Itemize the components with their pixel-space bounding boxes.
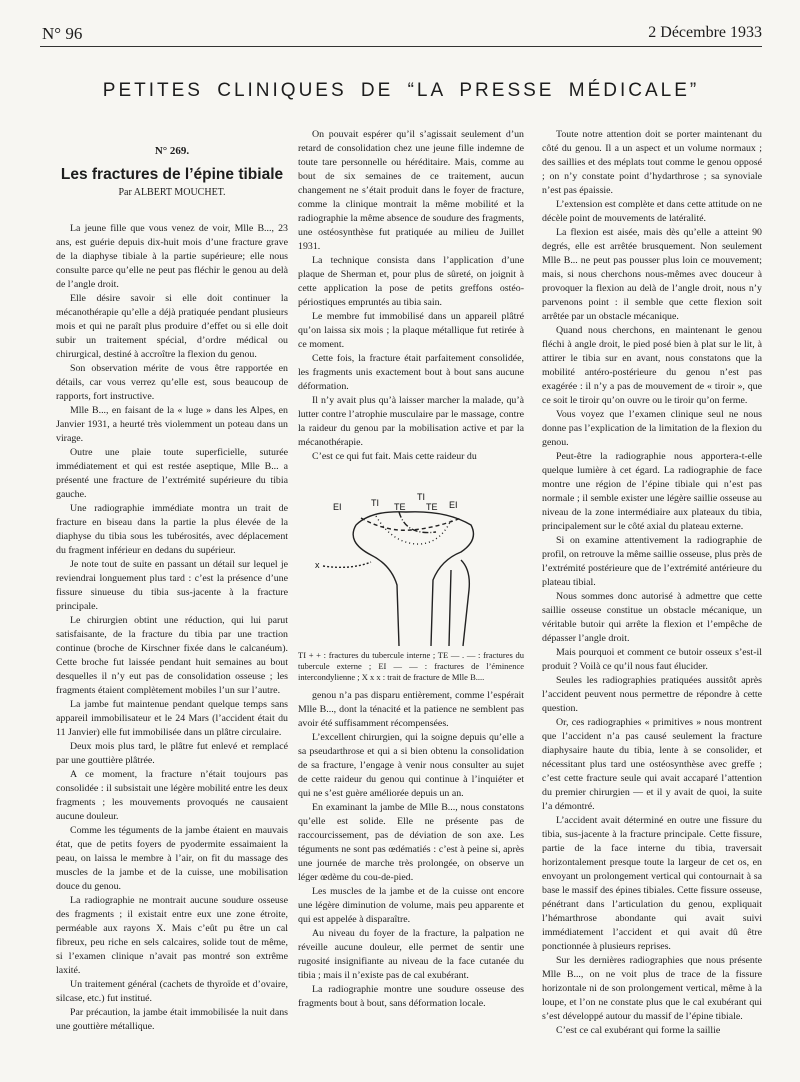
paragraph: Outre une plaie toute superficielle, suturée immédiatement et qui est restée aseptique, Mlle B... a présenté une fracture de l’extrémité supérieure du tibia gauche. [56,447,288,500]
paragraph: A ce moment, la fracture n’était toujours pas consolidée : il subsistait une légère mobilité entre les deux fragments ; les mouvements provoqués ne causaient aucune douleur. [56,769,288,822]
paragraph: Seules les radiographies pratiquées aussitôt après l’accident peuvent nous permettre de répondre à cette question. [542,675,762,714]
paragraph: C’est ce cal exubérant qui forme la saillie [556,1025,721,1036]
column-2-top [298,128,524,464]
paragraph: Au niveau du foyer de la fracture, la palpation ne réveille aucune douleur, elle permet de sentir une rugosité insignifiante au niveau de la face cutanée du tibia ; mais il n’existe pas de cal exubérant. [298,928,524,981]
paragraph: Les muscles de la jambe et de la cuisse ont encore une légère diminution de volume, mais peu apparente et qui est appelée à disparaître. [298,886,524,925]
paragraph: Quand nous cherchons, en maintenant le genou fléchi à angle droit, le pied posé bien à plat sur le lit, à attirer le tibia sur en avant, nous constatons que la mobilité antéro-postérieure du genou n’est pas exagérée : il n’y a pas de mouvement de « tiroir », que ce soit le tiroir qu’on ouvre ou le tiroir qu’on ferme. [542,325,762,406]
article-title: Les fractures de l’épine tibiale [60,166,284,183]
paragraph: Comme les téguments de la jambe étaient en mauvais état, que de petits foyers de pyodermite essaimaient la peau, on laissa le membre à l’air, on fit du massage des muscles de la jambe et de la cuisse, une mobilisation douce du genou. [56,825,288,892]
figure-label: EI [333,502,342,512]
paragraph: Si on examine attentivement la radiographie de profil, on retrouve la même saillie osseuse, plus près de l’extrémité postérieure que de l’extrémité antérieure du plateau tibial. [542,535,762,588]
paragraph: La technique consista dans l’application d’une plaque de Sherman et, pour plus de sûreté, on joignit à cette application la pose de petits greffons ostéo-périostiques empruntés au tibia sain. [298,255,524,308]
column-3 [542,128,762,1038]
paragraph: Mlle B..., en faisant de la « luge » dans les Alpes, en Janvier 1931, a heurté très violemment un poteau dans un virage. [56,405,288,444]
paragraph: Mais pourquoi et comment ce butoir osseux s’est-il produit ? Voilà ce qu’il nous faut élucider. [542,647,762,672]
paragraph: Il n’y avait plus qu’à laisser marcher la malade, qu’à lutter contre l’atrophie musculaire par le massage, contre la raideur du genou par la mobilisation active et par la mécanothérapie. [298,395,524,448]
paragraph: L’excellent chirurgien, qui la soigne depuis qu’elle a sa pseudarthrose et qui a si bien obtenu la consolidation de sa fracture, l’engage à venir nous consulter au sujet de cette raideur du genou qui continue à l’inquiéter et qui ne s’est guère améliorée depuis un an. [298,732,524,799]
paragraph: La jeune fille que vous venez de voir, Mlle B..., 23 ans, est guérie depuis dix-huit mois d’une fracture grave de la diaphyse tibiale à la partie supérieure; elle nous consulte parce qu’elle ne peut pas fléchir le genou au delà de l’angle droit. [56,223,288,290]
section-banner: PETITES CLINIQUES DE “LA PRESSE MÉDICALE” [102,80,700,101]
column-3-body [542,128,762,1038]
figure-label: TI [417,492,425,502]
paragraph: genou n’a pas disparu entièrement, comme l’espérait Mlle B..., dont la ténacité et la patience ne semblent pas avoir été suffisamment récompensées. [298,690,524,729]
paragraph: Cette fois, la fracture était parfaitement consolidée, les fragments unis exactement bout à bout sans aucune déformation. [298,353,524,392]
paragraph: En examinant la jambe de Mlle B..., nous constatons qu’elle est solide. Elle ne présente pas de raccourcissement, pas de déviation de son axe. Les téguments ne sont pas œdématiés : c’est à peine si, après une journée de marche très prolongée, on observe un léger œdème du cou-de-pied. [298,802,524,883]
paragraph: Une radiographie immédiate montra un trait de fracture en biseau dans la partie la plus élevée de la diaphyse du tibia sous les tubérosités, avec déplacement du fragment inférieur en dedans du supérieur. [56,503,288,556]
header-rule [40,46,762,47]
paragraph: Un traitement général (cachets de thyroïde et d’ovaire, silcase, etc.) fut institué. [56,979,288,1004]
figure-label: TI [371,498,379,508]
article-author: Par ALBERT MOUCHET. [118,187,226,198]
paragraph: Elle désire savoir si elle doit continuer la mécanothérapie qu’elle a déjà pratiquée pendant plusieurs mois et qui ne paraît plus produire d’effet ou si elle doit subir un traitement spécial, d’ordre médical ou chirurgical, destiné à accroître la flexion du genou. [56,293,288,360]
paragraph: La radiographie ne montrait aucune soudure osseuse des fragments ; il existait entre eux une zone étroite, perméable aux rayons X. Mais c’eût pu être un cal fibreux, peu riche en sels calcaires, solide tout de même, si l’examen clinique n’avait pas montré son extrême laxité. [56,895,288,976]
paragraph: Peut-être la radiographie nous apportera-t-elle quelque lumière à cet égard. La radiographie de face montre une région de l’épine tibiale qui n’est pas normale ; il semble exister une légère saillie osseuse au niveau de la zone intermédiaire aux plateaux du tibia, principalement sur le côté axial du plateau externe. [542,451,762,532]
fracture-line-x [323,562,371,567]
paragraph: Le chirurgien obtint une réduction, qui lui parut satisfaisante, de la fracture du tibia par une traction continue (broche de Kirschner fixée dans le calcanéum). Cette broche fut laissée pendant huit semaines au bout desquelles il n’y eut pas de consolidation osseuse ; les fragments étaient complètement mobiles l’un sur l’autre. [56,615,288,696]
figure-caption: TI + + : fractures du tubercule interne ; TE — . — : fractures du tubercule externe ; EI — — : fractures de l’éminence intercondylienne ; X x x : trait de fracture de Mlle B.... [298,650,524,682]
paragraph: La radiographie montre une soudure osseuse des fragments bout à bout, sans déformation locale. [298,984,524,1009]
paragraph: L’extension est complète et dans cette attitude on ne décèle point de mouvements de latéralité. [542,199,762,224]
figure-label: x [315,560,320,570]
fracture-line-ei [361,518,461,530]
column-1 [56,128,288,1034]
tibia-outline [353,512,473,646]
figure-label: TE [426,502,438,512]
paragraph: Nous sommes donc autorisé à admettre que cette saillie osseuse constitue un obstacle mécanique, un véritable butoir qui arrête la flexion et l’empêche de dépasser l’angle droit. [542,591,762,644]
paragraph: Vous voyez que l’examen clinique seul ne nous donne pas l’explication de la limitation de la flexion du genou. [542,409,762,448]
knee-fracture-figure [311,470,511,648]
column-2-bottom [298,689,524,1011]
page-number: N° 96 [42,24,83,43]
paragraph: Toute notre attention doit se porter maintenant du côté du genou. Il a un aspect et un volume normaux ; des saillies et des méplats tout comme le genou opposé ; on n’y constate point d’hydarthrose ; sa synoviale n’est pas épaissie. [542,129,762,196]
article-number: N° 269. [154,145,190,157]
issue-date: 2 Décembre 1933 [648,24,762,41]
paragraph: Je note tout de suite en passant un détail sur lequel je reviendrai longuement plus tard : c’est la présence d’une fissure sinueuse du tibia sus-jacente à la fracture principale. [56,559,288,612]
paragraph: La flexion est aisée, mais dès qu’elle a atteint 90 degrés, elle est arrêtée brusquement. Non seulement Mlle B... ne peut pas pousser plus loin ce mouvement; mais, si nous cherchons nous-mêmes avec douceur à provoquer la flexion au delà de l’angle droit, nous n’y parvenons point : il semble que cette flexion soit arrêtée par un obstacle mécanique. [542,227,762,322]
paragraph: C’est ce qui fut fait. Mais cette raideur du [312,451,477,462]
paragraph: On pouvait espérer qu’il s’agissait seulement d’un retard de consolidation chez une jeune fille indemne de toute tare personnelle ou héréditaire. Mais, comme au bout de six semaines de ce traitement, aucun changement ne s’était produit dans le foyer de fracture, comme la clinique montrait la même mobilité et la radiographie la même absence de soudure des fragments, une ostéosynthèse fut pratiquée au milieu de Juillet 1931. [298,129,524,252]
paragraph: Deux mois plus tard, le plâtre fut enlevé et remplacé par une gouttière plâtrée. [56,741,288,766]
paragraph: Son observation mérite de vous être rapportée en détails, car vous verrez qu’elle est, sous beaucoup de rapports, fort instructive. [56,363,288,402]
figure-label: TE [394,502,406,512]
column-2 [298,128,524,1011]
column-1-body [56,222,288,1034]
paragraph: La jambe fut maintenue pendant quelque temps sans appareil immobilisateur et le 24 Mars (l’accident était du 11 Janvier) elle fut immobilisée dans un plâtre circulaire. [56,699,288,738]
fibula-outline [449,560,469,646]
paragraph: Par précaution, la jambe était immobilisée la nuit dans une gouttière métallique. [56,1007,288,1032]
paragraph: Or, ces radiographies « primitives » nous montrent que l’accident n’a pas causé seulement la fracture diaphysaire haute du tibia, lente à se consolider, et nécessitant plus tard une ostéosynthèse avec greffe ; c’est cette fracture seule qui avait accaparé l’attention du premier chirurgien — et il y avait de quoi, la suite l’a démontré. [542,717,762,812]
paragraph: Le membre fut immobilisé dans un appareil plâtré qu’on laissa six mois ; la plaque métallique fut retirée à ce moment. [298,311,524,350]
paragraph: L’accident avait déterminé en outre une fissure du tibia, sus-jacente à la fracture principale. Cette fissure, partie de la face interne du tibia, traversait horizontalement presque toute la largeur de cet os, en envoyant un prolongement vertical qui contournait à sa base le massif des épines tibiales. Cette fissure osseuse, pénétrant dans l’articulation du genou, expliquait l’hémarthrose abondante qui avait suivi immédiatement l’accident et qui avait dû être ponctionnée à plusieurs reprises. [542,815,762,952]
figure-label: EI [449,500,458,510]
paragraph: Sur les dernières radiographies que nous présente Mlle B..., on ne voit plus de trace de la fissure horizontale ni de son prolongement vertical, même à la loupe, et l’on ne constate plus que le cal exubérant qui s’est développé autour du massif de l’épine tibiale. [542,955,762,1022]
